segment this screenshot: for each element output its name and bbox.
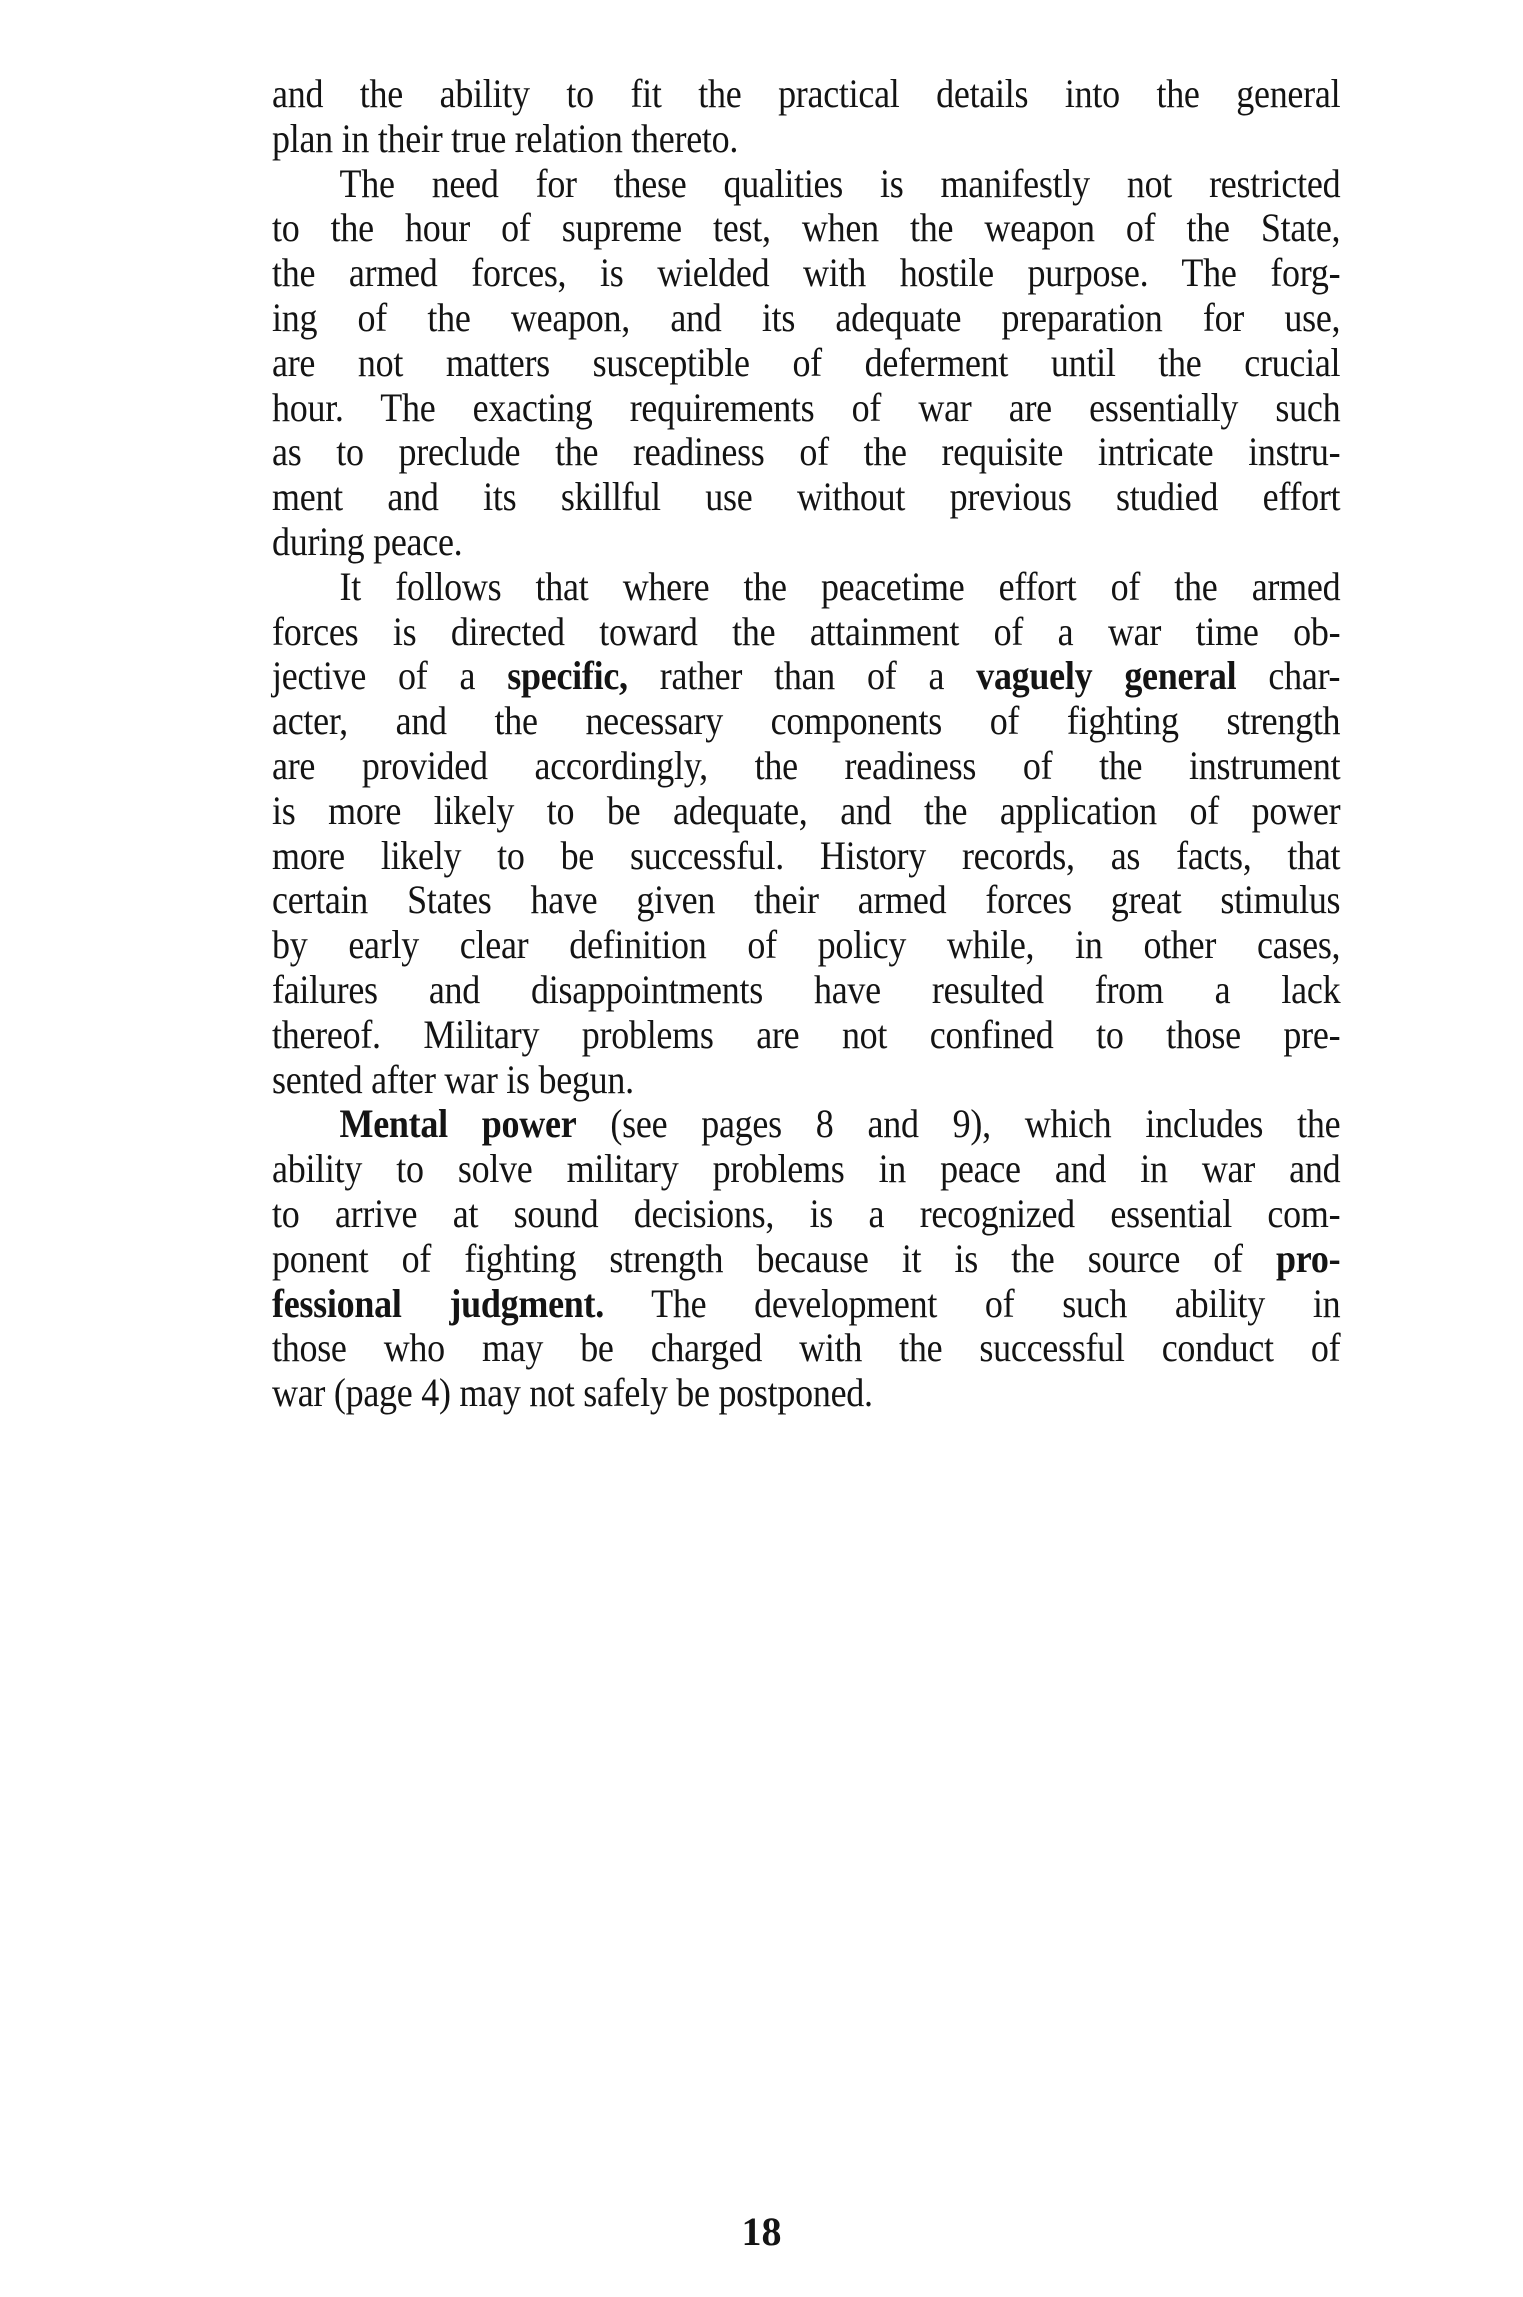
- text-line: [272, 699, 1340, 744]
- text-run: The need for these qualities is manifestly not restricted: [339, 160, 1341, 206]
- text-run: are not matters susceptible of deferment until the crucial: [272, 339, 1341, 385]
- text-line: [272, 789, 1340, 834]
- text-run: and the ability to fit the practical details into the general: [272, 71, 1341, 116]
- text-line: [272, 430, 1340, 475]
- text-run: rather than of a: [627, 653, 977, 699]
- text-line: [272, 386, 1340, 431]
- bold-term: pro-: [1276, 1235, 1341, 1281]
- text-line: [272, 1282, 1340, 1327]
- bold-term: vaguely general: [976, 653, 1237, 699]
- text-run: thereof. Military problems are not confined to those pre-: [272, 1011, 1341, 1057]
- text-line: [272, 923, 1340, 968]
- text-line: [272, 1371, 1340, 1416]
- text-run: failures and disappointments have resulted from a lack: [272, 966, 1341, 1012]
- text-run: acter, and the necessary components of fighting strength: [272, 698, 1341, 744]
- text-run: certain States have given their armed forces great stimulus: [272, 877, 1341, 923]
- paragraph: [272, 565, 1340, 1103]
- bold-term: fessional judgment.: [272, 1280, 604, 1326]
- text-line: [272, 878, 1340, 923]
- bold-term: Mental power: [339, 1101, 577, 1147]
- text-line: [272, 520, 1340, 565]
- text-line: [272, 565, 1340, 610]
- text-run: ponent of fighting strength because it is the source of: [272, 1235, 1277, 1281]
- text-run: (see pages 8 and 9), which includes the: [576, 1101, 1341, 1147]
- text-run: ability to solve military problems in peace and in war and: [272, 1146, 1341, 1192]
- text-line: [272, 475, 1340, 520]
- text-line: [272, 968, 1340, 1013]
- text-run: those who may be charged with the successful conduct of: [272, 1325, 1341, 1371]
- text-run: as to preclude the readiness of the requisite intricate instru-: [272, 429, 1341, 475]
- text-line: [272, 162, 1340, 207]
- text-line: [272, 1192, 1340, 1237]
- page-number: 18: [741, 2209, 782, 2254]
- text-run: is more likely to be adequate, and the application of power: [272, 787, 1341, 833]
- text-line: [272, 1058, 1340, 1103]
- text-run: plan in their true relation thereto.: [272, 115, 739, 161]
- text-line: [272, 117, 1340, 162]
- text-line: [272, 1147, 1340, 1192]
- text-line: [272, 654, 1340, 699]
- text-line: [272, 251, 1340, 296]
- text-line: [272, 341, 1340, 386]
- paragraph: [272, 1102, 1340, 1416]
- text-run: are provided accordingly, the readiness of the instrument: [272, 742, 1341, 788]
- text-run: ing of the weapon, and its adequate preparation for use,: [272, 294, 1341, 340]
- text-line: [272, 1326, 1340, 1371]
- text-run: forces is directed toward the attainment of a war time ob-: [272, 608, 1341, 654]
- text-run: war (page 4) may not safely be postponed.: [272, 1370, 873, 1416]
- text-run: ment and its skillful use without previous studied effort: [272, 474, 1341, 520]
- text-run: by early clear definition of policy while, in other cases,: [272, 922, 1341, 968]
- text-line: [272, 610, 1340, 655]
- text-run: char-: [1236, 653, 1341, 699]
- text-line: [272, 1102, 1340, 1147]
- text-line: [272, 744, 1340, 789]
- text-run: sented after war is begun.: [272, 1056, 634, 1102]
- page-body: [272, 72, 1340, 1416]
- text-line: [272, 834, 1340, 879]
- text-run: during peace.: [272, 518, 463, 564]
- text-run: to arrive at sound decisions, is a recognized essential com-: [272, 1190, 1341, 1236]
- text-line: [272, 1237, 1340, 1282]
- text-run: jective of a: [272, 653, 508, 699]
- text-line: [272, 1013, 1340, 1058]
- text-run: The development of such ability in: [603, 1280, 1341, 1326]
- text-line: [272, 72, 1340, 117]
- text-run: hour. The exacting requirements of war are essentially such: [272, 384, 1341, 430]
- paragraph: [272, 162, 1340, 565]
- text-line: [272, 296, 1340, 341]
- text-line: [272, 206, 1340, 251]
- text-run: the armed forces, is wielded with hostile purpose. The forg-: [272, 250, 1341, 296]
- bold-term: specific,: [507, 653, 628, 699]
- text-run: more likely to be successful. History records, as facts, that: [272, 832, 1341, 878]
- text-run: to the hour of supreme test, when the weapon of the State,: [272, 205, 1341, 251]
- text-run: It follows that where the peacetime effort of the armed: [339, 563, 1341, 609]
- paragraph: [272, 72, 1340, 162]
